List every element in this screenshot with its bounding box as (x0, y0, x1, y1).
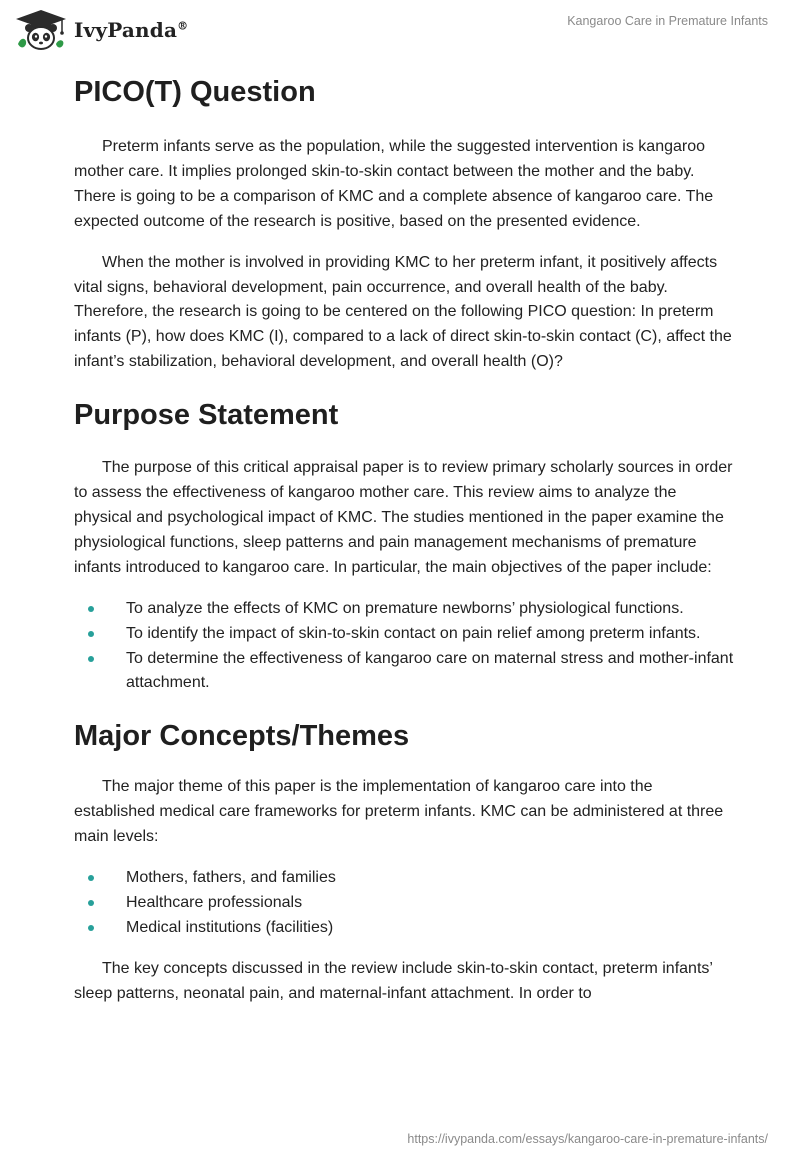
panda-graduate-icon (14, 8, 68, 52)
bullet-dot-icon (88, 631, 94, 637)
list-item-text: To analyze the effects of KMC on premature newborns’ physiological functions. (126, 599, 684, 617)
list-item-text: Mothers, fathers, and families (126, 869, 336, 887)
document-title: Kangaroo Care in Premature Infants (567, 14, 768, 28)
logo-wordmark: IvyPanda (74, 18, 178, 42)
article-body (74, 70, 734, 1007)
list-item (74, 647, 734, 697)
paragraph: The purpose of this critical appraisal paper is to review primary scholarly sources in order to assess the effectiveness of kangaroo mother care. This review aims to analyze the physical and psychological impact of KMC. The studies mentioned in the paper examine the physiological functions, sleep patterns and pain management mechanisms of premature infants introduced to kangaroo care. In particular, the main objectives of the paper include: (74, 459, 733, 576)
list-item (74, 891, 734, 916)
section-heading-concepts: Major Concepts/Themes (74, 720, 410, 753)
list-item (74, 622, 734, 647)
paragraph: The key concepts discussed in the review include skin-to-skin contact, preterm infants’ sleep patterns, neonatal pain, and maternal-infant attachment. In order to (74, 959, 713, 1002)
source-url[interactable]: https://ivypanda.com/essays/kangaroo-care-in-premature-infants/ (407, 1132, 768, 1146)
paragraph: The major theme of this paper is the implementation of kangaroo care into the established medical care frameworks for preterm infants. KMC can be administered at three main levels: (74, 778, 724, 846)
list-item-text: Healthcare professionals (126, 893, 303, 911)
paragraph: When the mother is involved in providing KMC to her preterm infant, it positively affects vital signs, behavioral development, pain occurrence, and overall health of the baby. Therefore, the research is going to be centered on the following PICO question: In preterm infants (P), how does KMC (I), compared to a lack of direct skin-to-skin contact (C), affect the infant’s stabilization, behavioral development, and overall health (O)? (74, 253, 732, 371)
objectives-list (74, 597, 734, 697)
section-heading-pico: PICO(T) Question (74, 76, 316, 108)
bullet-dot-icon (88, 656, 94, 662)
registered-mark: ® (177, 19, 189, 33)
list-item-text: Medical institutions (facilities) (126, 918, 334, 936)
list-item (74, 866, 734, 891)
bullet-dot-icon (88, 875, 94, 881)
paragraph: Preterm infants serve as the population, while the suggested intervention is kangaroo mother care. It implies prolonged skin-to-skin contact between the mother and the baby. There is going to be a comparison of KMC and a complete absence of kangaroo care. The expected outcome of the research is positive, based on the presented evidence. (74, 138, 714, 230)
levels-list (74, 866, 734, 941)
section-heading-purpose: Purpose Statement (74, 399, 339, 432)
page-header (0, 0, 800, 60)
list-item (74, 916, 734, 941)
logo-text (74, 18, 188, 42)
bullet-dot-icon (88, 900, 94, 906)
list-item-text: To determine the effectiveness of kangaroo care on maternal stress and mother-infant attachment. (126, 649, 734, 692)
ivypanda-logo[interactable] (14, 8, 188, 52)
bullet-dot-icon (88, 606, 94, 612)
bullet-dot-icon (88, 925, 94, 931)
list-item-text: To identify the impact of skin-to-skin contact on pain relief among preterm infants. (126, 624, 701, 642)
list-item (74, 597, 734, 622)
